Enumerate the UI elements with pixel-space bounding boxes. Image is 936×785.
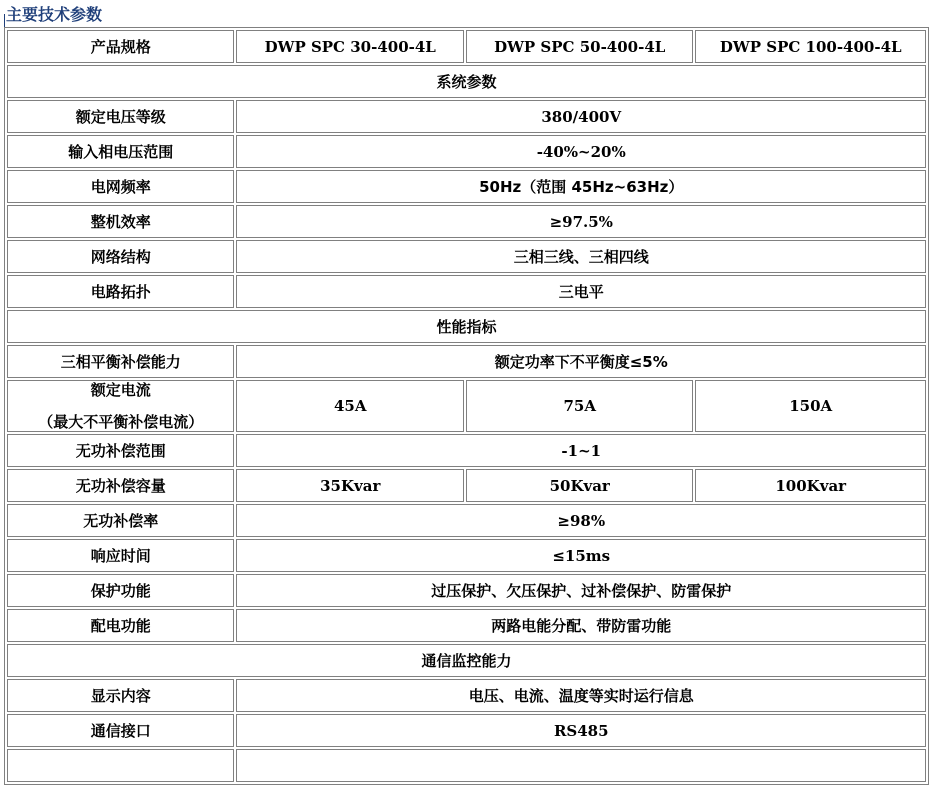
table-row [7,574,926,607]
row-label: 无功补偿容量 [7,469,234,502]
table-row [7,714,926,747]
spec-table [4,27,929,785]
table-row [7,504,926,537]
row-value: 50Kvar [466,469,693,502]
row-label-line: （最大不平衡补偿电流） [38,413,204,431]
row-label: 额定电压等级 [7,100,234,133]
row-value: 过压保护、欠压保护、过补偿保护、防雷保护 [236,574,926,607]
table-row [7,434,926,467]
row-label: 配电功能 [7,609,234,642]
section-row [7,644,926,677]
row-label: 网络结构 [7,240,234,273]
heading-marker [4,14,5,28]
table-row [7,170,926,203]
row-value: ≥97.5% [236,205,926,238]
row-value: ≤15ms [236,539,926,572]
model-header: DWP SPC 50-400-4L [466,30,693,63]
section-row [7,65,926,98]
model-header: DWP SPC 100-400-4L [695,30,926,63]
table-row [7,469,926,502]
row-label: 三相平衡补偿能力 [7,345,234,378]
row-value: 额定功率下不平衡度≤5% [236,345,926,378]
row-label: 输入相电压范围 [7,135,234,168]
row-label: 整机效率 [7,205,234,238]
section-header-performance: 性能指标 [7,310,926,343]
row-label: 无功补偿率 [7,504,234,537]
table-row [7,609,926,642]
model-header: DWP SPC 30-400-4L [236,30,463,63]
row-value: 35Kvar [236,469,463,502]
table-row-cut [7,749,926,782]
row-label: 电路拓扑 [7,275,234,308]
table-row [7,275,926,308]
cut-cell [7,749,234,782]
row-value: 三电平 [236,275,926,308]
header-label: 产品规格 [7,30,234,63]
table-row-header [7,30,926,63]
row-value: -40%~20% [236,135,926,168]
table-row [7,100,926,133]
section-row [7,310,926,343]
section-header-system: 系统参数 [7,65,926,98]
row-label: 保护功能 [7,574,234,607]
row-value: 50Hz（范围 45Hz~63Hz） [236,170,926,203]
table-row [7,679,926,712]
cut-cell [236,749,926,782]
row-label: 无功补偿范围 [7,434,234,467]
row-label [7,380,234,432]
table-row [7,345,926,378]
table-row [7,539,926,572]
row-label-line: 额定电流 [90,381,151,399]
table-row [7,240,926,273]
row-value: -1~1 [236,434,926,467]
row-value: 380/400V [236,100,926,133]
table-row [7,135,926,168]
row-value: ≥98% [236,504,926,537]
table-row [7,205,926,238]
row-value: 两路电能分配、带防雷功能 [236,609,926,642]
row-value: 75A [466,380,693,432]
row-label: 响应时间 [7,539,234,572]
row-label: 电网频率 [7,170,234,203]
row-value: 150A [695,380,926,432]
row-label: 通信接口 [7,714,234,747]
row-value: 三相三线、三相四线 [236,240,926,273]
row-label: 显示内容 [7,679,234,712]
row-value: 电压、电流、温度等实时运行信息 [236,679,926,712]
row-value: 45A [236,380,463,432]
section-header-comm: 通信监控能力 [7,644,926,677]
row-value: RS485 [236,714,926,747]
row-value: 100Kvar [695,469,926,502]
table-row [7,380,926,432]
page-title: 主要技术参数 [6,5,103,24]
